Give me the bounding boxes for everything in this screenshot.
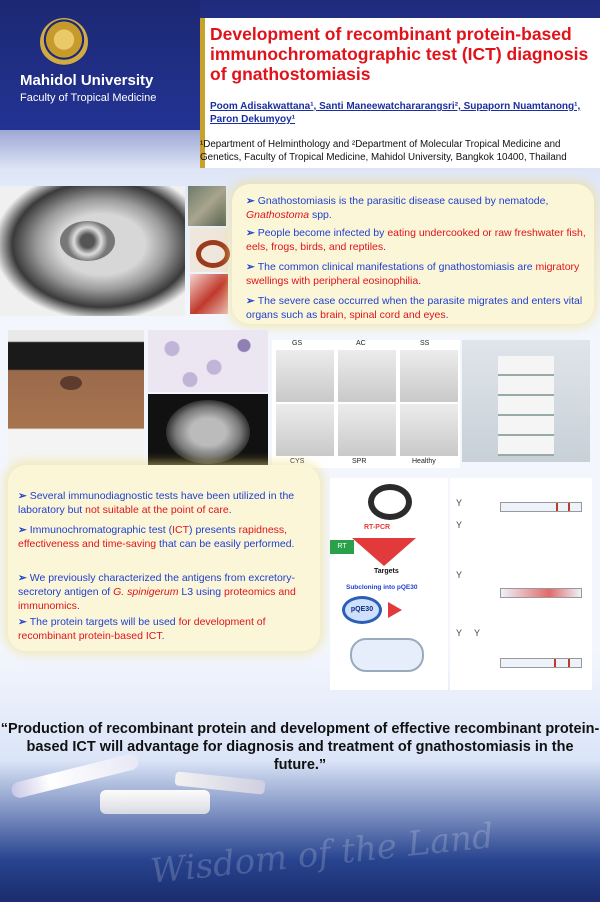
patient-photo xyxy=(8,330,144,470)
brain-mri-image xyxy=(148,394,268,470)
intro-bullet-3: ➢ The common clinical manifestations of gnathostomiasis are migratory swellings with peripheral eosinophilia. xyxy=(246,261,580,287)
gel-blot xyxy=(400,404,458,456)
intro-bullet-2: ➢ People become infected by eating undercooked or raw freshwater fish, eels, frogs, birds, and reptiles. xyxy=(246,227,586,253)
faculty-name: Faculty of Tropical Medicine xyxy=(20,92,157,104)
affiliation: ¹Department of Helminthology and ²Department of Molecular Tropical Medicine and Genetics, Faculty of Tropical Medicine, Mahidol University, Bangkok 10400, Thailand xyxy=(200,139,567,163)
antibody-icon: Y xyxy=(456,570,463,580)
bacteria-icon xyxy=(350,638,424,672)
test-cassette-image xyxy=(100,790,210,814)
rt-label: RT xyxy=(330,540,354,554)
western-blot-panel xyxy=(272,340,460,468)
control-band xyxy=(568,503,570,511)
gel-label-cys: CYS xyxy=(290,458,305,465)
test-strip xyxy=(500,588,582,598)
university-seal-icon xyxy=(40,18,88,66)
gel-blot xyxy=(338,350,396,402)
conclusion-quote: “Production of recombinant protein and development of effective recombinant protein-based ICT will advantage for diagnosis and treatment of gnathostomiasis in the future.” xyxy=(0,721,600,773)
method-bullet-3: ➢ We previously characterized the antigens from excretory-secretory antigen of G. spinigerum L3 using proteomics and immunomics. xyxy=(18,572,296,612)
subclone-label: Subcloning into pQE30 xyxy=(346,584,418,591)
intro-bullet-4: ➢ The severe case occurred when the parasite migrates and enters vital organs such as brain, spinal cord and eyes. xyxy=(246,295,583,321)
method-box xyxy=(8,465,320,651)
gel-label-ss: SS xyxy=(420,340,430,347)
header-band xyxy=(0,0,600,180)
amplification-arrow xyxy=(352,538,416,566)
method-bullet-1: ➢ Several immunodiagnostic tests have been utilized in the laboratory but not suitable at the point of care. xyxy=(18,490,295,516)
intro-bullet-1: ➢ Gnathostomiasis is the parasitic disease caused by nematode, Gnathostoma spp. xyxy=(246,195,549,221)
plasmid-label: pQE30 xyxy=(342,596,382,624)
gel-label-gs: GS xyxy=(292,340,303,347)
infected-tissue-photo xyxy=(190,274,228,314)
gel-blot xyxy=(338,404,396,456)
watermark: Wisdom of the Land xyxy=(148,816,496,892)
worm-icon xyxy=(368,484,412,520)
cloning-diagram xyxy=(330,478,448,690)
gel-blot xyxy=(400,350,458,402)
gel-label-ac: AC xyxy=(356,340,366,347)
parasite-sem-image xyxy=(0,186,185,316)
university-name: Mahidol University xyxy=(20,72,154,89)
gel-blot xyxy=(276,350,334,402)
right-arrow-icon xyxy=(388,602,402,618)
lab-instrument-photo xyxy=(462,340,590,462)
ict-principle-diagram xyxy=(450,478,592,690)
method-bullet-2: ➢ Immunochromatographic test (ICT) presents rapidness, effectiveness and time-saving that can be easily performed. xyxy=(18,524,295,550)
poster-title: Development of recombinant protein-based immunochromatographic test (ICT) diagnosis of gnathostomiasis xyxy=(210,24,589,84)
worm-photo xyxy=(190,228,228,272)
gel-blot xyxy=(276,404,334,456)
eosinophil-smear-image xyxy=(148,330,268,392)
author-list: Poom Adisakwattana¹, Santi Maneewatchararangsri², Supaporn Nuamtanong¹, Paron Dekumyoy¹ xyxy=(210,101,581,125)
rtpcr-label: RT-PCR xyxy=(364,524,391,531)
gel-label-spr: SPR xyxy=(352,458,367,465)
antibody-icon: Y xyxy=(456,628,463,638)
antibody-icon: Y xyxy=(456,498,463,508)
antibody-icon: Y xyxy=(474,628,481,638)
fish-photo xyxy=(188,186,226,226)
control-band xyxy=(568,659,570,667)
targets-label: Targets xyxy=(374,568,399,575)
intro-box xyxy=(232,184,594,324)
test-band xyxy=(554,659,556,667)
test-band xyxy=(556,503,558,511)
antibody-icon: Y xyxy=(456,520,463,530)
method-bullet-4: ➢ The protein targets will be used for development of recombinant protein-based ICT. xyxy=(18,616,266,642)
gel-label-healthy: Healthy xyxy=(412,458,436,465)
swollen-eye xyxy=(60,376,82,390)
university-banner xyxy=(0,0,200,130)
